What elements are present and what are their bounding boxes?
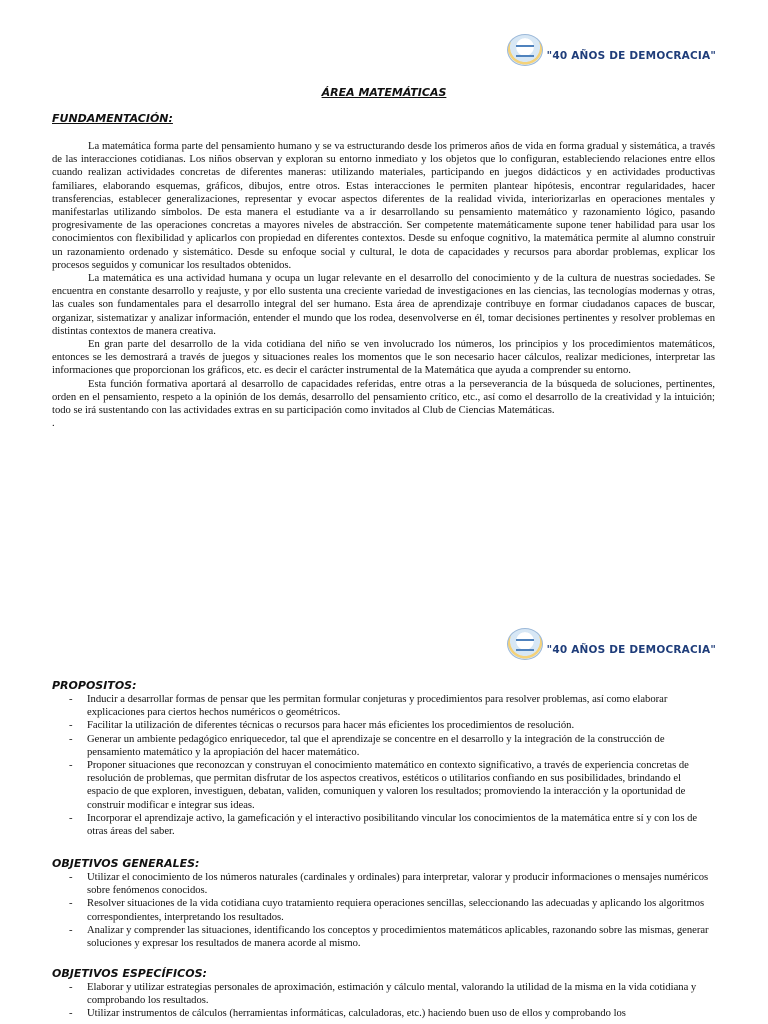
list-item: [52, 733, 715, 759]
dash-marker: -: [69, 720, 73, 732]
page-title: ÁREA MATEMÁTICAS: [321, 86, 447, 99]
school-logo-icon: [507, 34, 543, 66]
objetivos-especificos-list: [52, 981, 715, 1021]
header-motto: "40 AÑOS DE DEMOCRACIA": [546, 50, 716, 62]
propositos-heading: PROPOSITOS:: [52, 679, 137, 692]
list-item: [52, 719, 715, 732]
list-item: [52, 924, 715, 950]
dash-marker: -: [69, 812, 73, 824]
list-item: [52, 759, 715, 812]
page-header-top: [507, 34, 716, 66]
dash-marker: -: [69, 1008, 73, 1020]
dash-marker: -: [69, 982, 73, 993]
list-item-text: Facilitar la utilización de diferentes técnicas o recursos para hacer más eficientes los procedimientos de resolución.: [87, 720, 575, 732]
fundamentacion-heading: FUNDAMENTACIÓN:: [52, 112, 173, 125]
list-item: [52, 693, 715, 719]
list-item-text: Utilizar instrumentos de cálculos (herramientas informáticas, calculadoras, etc.) haciendo buen uso de ellos y comprobando los: [87, 1008, 626, 1020]
list-item: [52, 897, 715, 923]
list-item-text: Resolver situaciones de la vida cotidiana cuyo tratamiento requiera operaciones sencillas, seleccionando las adecuadas y aplicando los algoritmos correspondientes, interpretando los resultados.: [87, 898, 705, 923]
dash-marker: -: [69, 733, 73, 745]
paragraph: Esta función formativa aportará al desarrollo de capacidades referidas, entre otras a la perseverancia de la búsqueda de soluciones, pertinentes, orden en el pensamiento, respeto a la opinión de los demás, desarrollo del pensamiento crítico, etc., así como el desarrollo de la creatividad y la intuición; todo se irá sustentando con las actividades extras en su participación como invitados al Club de Ciencias Matemáticas.: [52, 378, 715, 417]
list-item: [52, 1007, 715, 1020]
header-motto: "40 AÑOS DE DEMOCRACIA": [546, 644, 716, 656]
page-header-second: [507, 628, 716, 660]
school-logo-icon: [507, 628, 543, 660]
dash-marker: -: [69, 898, 73, 910]
paragraph: La matemática es una actividad humana y ocupa un lugar relevante en el desarrollo del conocimiento y de la cultura de nuestras sociedades. Se encuentra en constante desarrollo y reajuste, y por ello sustenta una creciente variedad de investigaciones en las ciencias, las tecnologías modernas y otras, las cuales son fundamentales para el desarrollo integral del ser humano. Esta área de aprendizaje contribuye en formar ciudadanos capaces de buscar, organizar, sistematizar y analizar información, entender el mundo que los rodea, desenvolverse en él, tomar decisiones pertinentes y resolver problemas en distintas contextos de manera creativa.: [52, 273, 715, 337]
paragraph: La matemática forma parte del pensamiento humano y se va estructurando desde los primeros años de vida en forma gradual y sistemática, a través de las interacciones cotidianas. Los niños observan y exploran su entorno inmediato y los objetos que lo configuran, estableciendo relaciones entre ellos cuando realizan actividades concretas de diferentes maneras: utilizando materiales, participando en juegos didácticos y en actividades productivas familiares, elaborando esquemas, gráficos, dibujos, entre otros. Estas interacciones le permiten plantear hipótesis, encontrar regularidades, hacer transferencias, establecer generalizaciones, representar y evocar aspectos diferentes de la realidad vivida, interiorizarlas en operaciones mentales y manifestarlas utilizando símbolos. De esta manera el estudiante va a ir desarrollando su pensamiento matemático y razonamiento lógico, pasando progresivamente de las operaciones concretas a mayores niveles de abstracción. Ser competente matemáticamente supone tener habilidad para usar los conocimientos con flexibilidad y aplicarlos con propiedad en diferentes contextos. Desde su enfoque cognitivo, la matemática permite al alumno construir un razonamiento ordenado y sistemático. Desde su enfoque social y cultural, le dota de capacidades y recursos para abordar problemas, explicar los procesos seguidos y comunicar los resultados obtenidos.: [52, 141, 715, 271]
fundamentacion-body: [52, 140, 715, 430]
paragraph: En gran parte del desarrollo de la vida cotidiana del niño se ven involucrado los números, los principios y los procedimientos matemáticos, entonces se les demostrará a través de juegos y situaciones reales los momentos que le son necesario hacer cálculos, realizar mediciones, interpretar las informaciones que proporcionan los gráficos, etc. es decir el carácter instrumental de la Matemática que ayuda a comprender su entorno.: [52, 339, 715, 377]
objetivos-generales-list: [52, 871, 715, 950]
list-item: [52, 871, 715, 897]
dash-marker: -: [69, 872, 73, 883]
propositos-list: [52, 693, 715, 838]
list-item-text: Inducir a desarrollar formas de pensar que les permitan formular conjeturas y procedimientos para resolver problemas, así como elaborar explicaciones para ciertos hechos numéricos o geométricos.: [87, 694, 668, 719]
list-item: [52, 812, 715, 838]
dash-marker: -: [69, 694, 73, 705]
list-item-text: Utilizar el conocimiento de los números naturales (cardinales y ordinales) para interpretar, valorar y producir informaciones o mensajes numéricos sobre fenómenos conocidos.: [87, 872, 709, 897]
list-item-text: Incorporar el aprendizaje activo, la gameficación y el interactivo posibilitando vincular los conocimientos de la matemática entre sí y con los de otras áreas del saber.: [87, 812, 698, 838]
dash-marker: -: [69, 924, 73, 936]
list-item: [52, 981, 715, 1007]
objetivos-especificos-heading: OBJETIVOS ESPECÍFICOS:: [52, 967, 207, 980]
list-item-text: Analizar y comprender las situaciones, identificando los conceptos y procedimientos matemáticos aplicables, razonando sobre las mismas, generar soluciones y expresar los resultados de manera acorde al mismo.: [87, 924, 709, 950]
objetivos-generales-heading: OBJETIVOS GENERALES:: [52, 857, 200, 870]
list-item-text: Elaborar y utilizar estrategias personales de aproximación, estimación y cálculo mental, valorando la utilidad de la misma en la vida cotidiana y comprobando los resultados.: [87, 982, 697, 1007]
list-item-text: Generar un ambiente pedagógico enriquecedor, tal que el aprendizaje se concentre en el desarrollo y la integración de la construcción de pensamiento matemático y la apropiación del hacer matemático.: [87, 733, 665, 758]
dash-marker: -: [69, 760, 73, 772]
list-item-text: Proponer situaciones que reconozcan y construyan el conocimiento matemático en contexto significativo, a través de experiencia concretas de resolución de problemas, que permitan disfrutar de los aspectos creativos, estéticos o utilitarios confiando en sus posibilidades, brindando el espacio de que exploren, investiguen, debatan, validen, comuniquen y valoren los resultados; promoviendo la interacción y la oportunidad de construir modificar e integrar sus ideas.: [87, 760, 689, 811]
trailing-dot: .: [52, 418, 55, 430]
